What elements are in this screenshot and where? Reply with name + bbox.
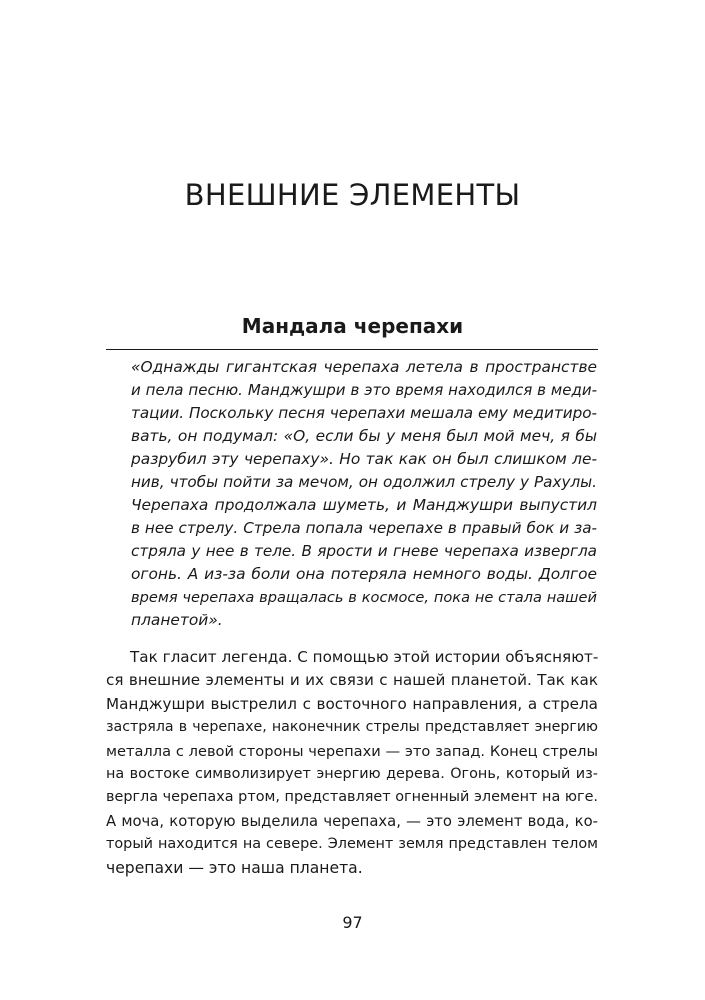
quote-line: стряла у нее в теле. В ярости и гневе черепаха извергла [131,542,597,560]
chapter-title: ВНЕШНИЕ ЭЛЕМЕНТЫ [184,178,521,212]
quote-line: тации. Поскольку песня черепахи мешала ему медитиро- [131,404,597,422]
body-line: вергла черепаха ртом, представляет огненный элемент на юге. [106,789,598,806]
quote-line: и пела песню. Манджушри в это время находился в меди- [131,381,597,399]
quote-line: планетой». [131,611,223,629]
quote-line: Черепаха продолжала шуметь, и Манджушри выпустил [131,496,597,514]
page-number: 97 [342,913,363,932]
body-paragraph [106,646,598,880]
body-line: металла с левой стороны черепахи — это запад. Конец стрелы [106,742,598,760]
body-line: застряла в черепахе, наконечник стрелы представляет энергию [106,719,598,736]
legend-quote [131,356,597,632]
body-line: на востоке символизирует энергию дерева. Огонь, который из- [106,765,598,782]
body-line: ся внешние элементы и их связи с нашей планетой. Так как [106,671,598,690]
body-line: Манджушри выстрелил с восточного направления, а стрела [106,694,598,713]
quote-line: нив, чтобы пойти за мечом, он одолжил стрелу у Рахулы. [131,473,597,491]
quote-line: огонь. А из-за боли она потеряла немного воды. Долгое [131,565,597,583]
body-line: торый находится на севере. Элемент земля представлен телом [106,836,598,853]
body-line: черепахи — это наша планета. [106,858,363,877]
quote-line: разрубил эту черепаху». Но так как он был слишком ле- [131,450,597,468]
section-divider [106,349,598,350]
quote-line: вать, он подумал: «О, если бы у меня был мой меч, я бы [131,427,597,445]
quote-line: в нее стрелу. Стрела попала черепахе в правый бок и за- [131,519,597,537]
body-line: А моча, которую выделила черепаха, — это элемент вода, ко- [106,812,598,830]
quote-line: «Однажды гигантская черепаха летела в пространстве [131,358,597,376]
section-title: Мандала черепахи [241,314,464,338]
quote-line: время черепаха вращалась в космосе, пока не стала нашей [131,589,597,606]
body-line: Так гласит легенда. С помощью этой истории объясняют- [130,648,599,666]
